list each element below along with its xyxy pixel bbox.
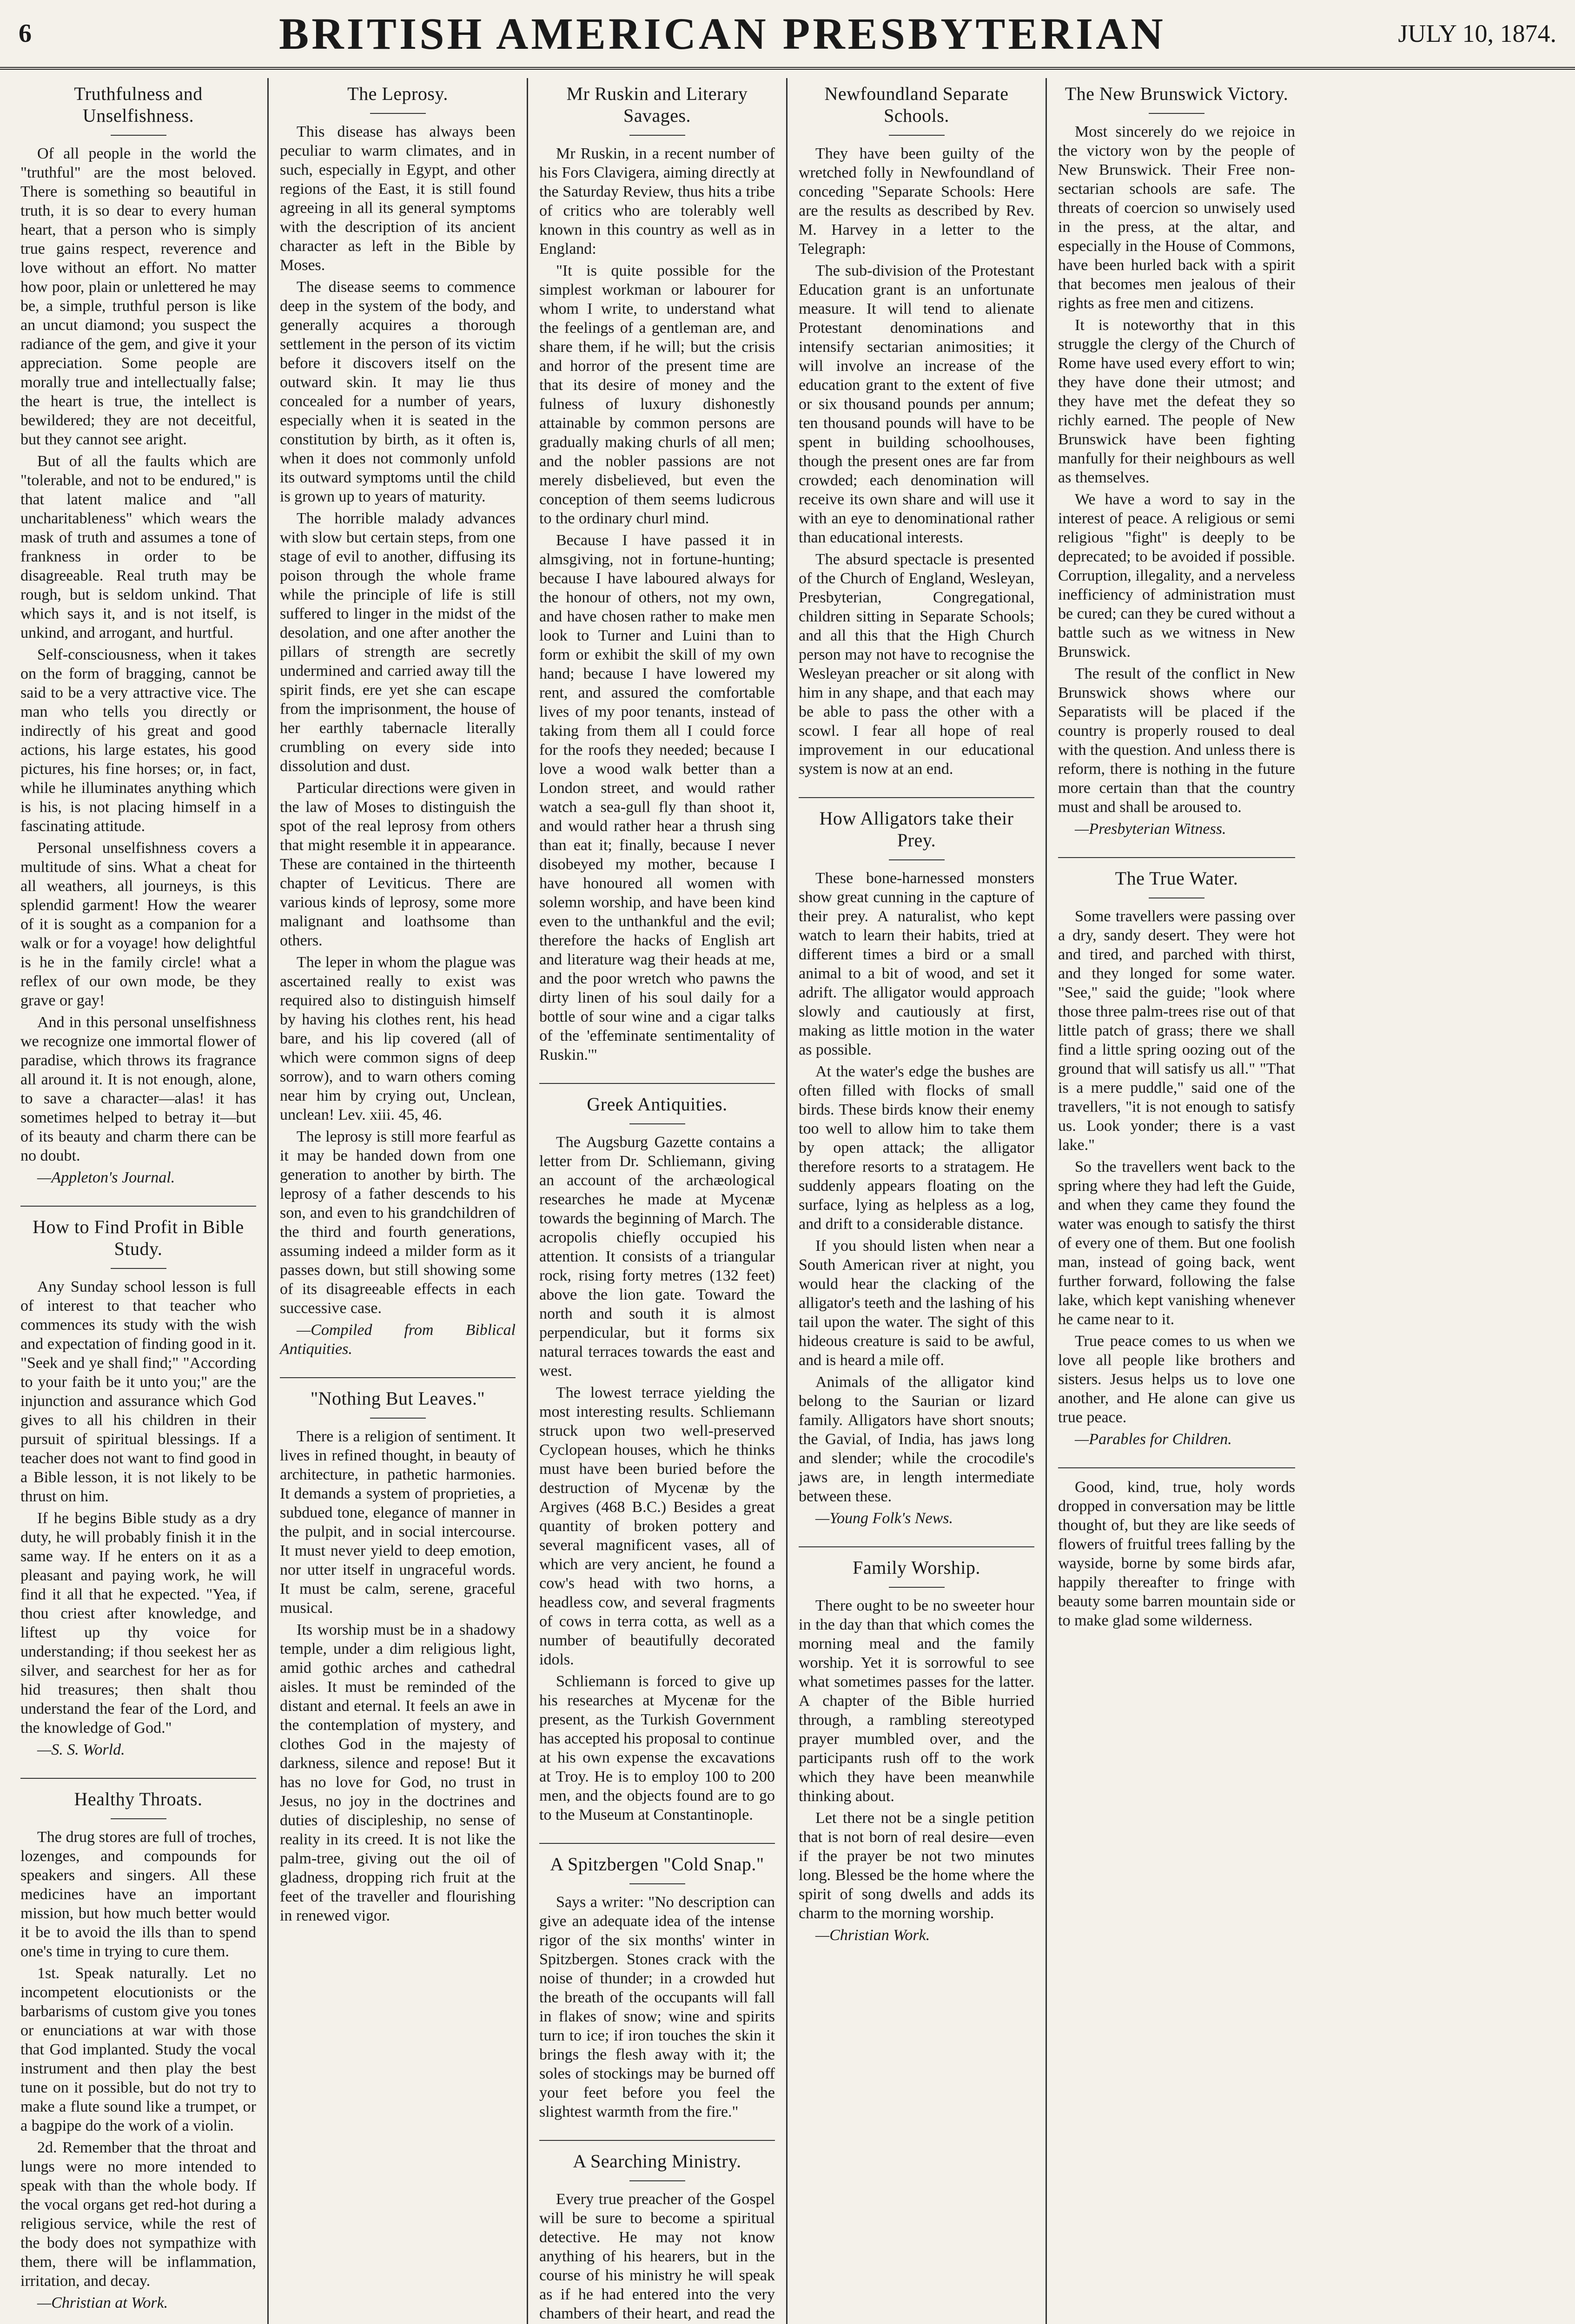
article-paragraph: So the travellers went back to the spring where they had left the Guide, and when they came they found the water was enough to satisfy the thirst of every one of them. But one foolish man, instead of going back, went further forward, following the false lake, which kept vanishing whenever he came near to it. xyxy=(1058,1158,1295,1328)
article-heading: Greek Antiquities. xyxy=(587,1094,728,1115)
article-paragraph: We have a word to say in the interest of peace. A religious or semi religious "fight" is deeply to be deprecated; to be avoided if possible. Corruption, illegality, and a nerveless inefficiency of administration must be cured; can they be cured without a battle such as we witness in New Brunswick. xyxy=(1058,491,1295,660)
column-2 xyxy=(269,78,528,2324)
article-paragraph: Of all people in the world the "truthful" are the most beloved. There is something so beautiful in truth, it is so dear to every human heart, that a person who is simply true gains respect, reverence and love without an effort. No matter how poor, plain or unlettered he may be, a simple, truthful person is like an uncut diamond; you suspect the radiance of the gem, and give it your appreciation. Some people are morally true and intellectually false; the heart is true, the intellect is bewildered; they are not deceitful, but they cannot see aright. xyxy=(20,145,256,448)
article-heading: Truthfulness and Unselfishness. xyxy=(74,83,203,126)
article-divider xyxy=(539,2140,775,2141)
article-paragraph: Self-consciousness, when it takes on the form of bragging, cannot be said to be a very attractive vice. The man who tells you directly or indirectly of his great and good actions, his large estates, his good pictures, his fine horses; or, in fact, while he illuminates anything which is his, is not placing himself in a fascinating attitude. xyxy=(20,646,256,835)
article-divider xyxy=(539,1843,775,1844)
article-paragraph: And in this personal unselfishness we recognize one immortal flower of paradise, which throws its fragrance all around it. It is not enough, alone, to save a character—alas! it has sometimes helped to betray it—but of its beauty and charm there can be no doubt. xyxy=(20,1014,256,1164)
article-paragraph: Its worship must be in a shadowy temple, under a dim religious light, amid gothic arches and cathedral aisles. It must be reminded of the distant and eternal. It feels an awe in the contemplation of mystery, and clothes God in the majesty of darkness, silence and repose! But it has no love for God, no trust in Jesus, no joy in the doctrines and duties of discipleship, no sense of reality in its creed. It is not like the palm-tree, giving out the oil of gladness, dropping rich fruit at the feet of the traveller and flourishing in renewed vigor. xyxy=(280,1621,516,1924)
article-source-credit: —S. S. World. xyxy=(37,1741,125,1758)
article xyxy=(799,83,1034,779)
article-divider xyxy=(20,1206,256,1207)
heading-rule xyxy=(111,135,166,136)
article-heading: The Leprosy. xyxy=(347,83,448,104)
article-paragraph: The Augsburg Gazette contains a letter from Dr. Schliemann, giving an account of the archæological researches he made at Mycenæ towards the beginning of March. The acropolis chiefly occupied his attention. It consists of a triangular rock, rising forty metres (132 feet) above the lion gate. Toward the north and south it is almost perpendicular, but it forms six natural terraces towards the east and west. xyxy=(539,1134,775,1380)
article-paragraph: Personal unselfishness covers a multitude of sins. What a cheat for all weathers, all journeys, is this splendid garment! How the wearer of it is sought as a companion for a walk or for a voyage! how delightful is he in the family circle! what a reflex of our own mode, be they grave or gay! xyxy=(20,839,256,1009)
article-divider xyxy=(799,797,1034,798)
article xyxy=(280,1387,516,1925)
heading-rule xyxy=(111,1818,166,1819)
article-heading: Family Worship. xyxy=(853,1557,980,1578)
heading-rule xyxy=(629,1123,685,1124)
article-paragraph: Says a writer: "No description can give an adequate idea of the intense rigor of the six months' winter in Spitzbergen. Stones crack with the noise of thunder; in a crowded hut the breath of the occupants will fall in flakes of snow; wine and spirits turn to ice; if iron touches the skin it brings the flesh away with it; the soles of stockings may be burned off your feet before you feel the slightest warmth from the fire." xyxy=(539,1894,775,2120)
heading-rule xyxy=(111,1268,166,1269)
article-heading: How Alligators take their Prey. xyxy=(819,808,1014,851)
article-heading: The New Brunswick Victory. xyxy=(1065,83,1289,104)
article-paragraph: Most sincerely do we rejoice in the victory won by the people of New Brunswick. Their Free non-sectarian schools are safe. The threats of coercion so unwisely used in the press, at the altar, and especially in the House of Commons, have been hurled back with a spirit that becomes men jealous of their rights as free men and citizens. xyxy=(1058,123,1295,312)
masthead xyxy=(0,0,1575,70)
article-paragraph: Good, kind, true, holy words dropped in conversation may be little thought of, but they are like seeds of flowers of fruitful trees falling by the wayside, borne by some birds afar, happily thereafter to fringe with beauty some barren mountain side or to make glad some wilderness. xyxy=(1058,1479,1295,1629)
article-source-credit: —Christian at Work. xyxy=(37,2294,168,2311)
heading-rule xyxy=(629,1883,685,1884)
article-paragraph: There ought to be no sweeter hour in the day than that which comes the morning meal and the family worship. Yet it is sorrowful to see what sometimes passes for the latter. A chapter of the Bible hurried through, a rambling stereotyped prayer mumbled over, and the participants rush off to the work which they have been meanwhile thinking about. xyxy=(799,1597,1034,1805)
article xyxy=(799,1557,1034,1945)
article-divider xyxy=(280,1377,516,1378)
article-paragraph: The leprosy is still more fearful as it may be handed down from one generation to another by birth. The leprosy of a father descends to his son, and even to his grandchildren of the third and fourth generations, assuming indeed a milder form as it passes down, but still showing some of its disagreeable effects in each successive case. xyxy=(280,1128,516,1317)
heading-rule xyxy=(629,135,685,136)
article-paragraph: At the water's edge the bushes are often filled with flocks of small birds. These birds know their enemy too well to allow him to take them by open attack; the alligator therefore resorts to a stratagem. He suddenly appears floating on the surface, lying as helpless as a log, and drift to a considerable distance. xyxy=(799,1063,1034,1233)
article-paragraph: The lowest terrace yielding the most interesting results. Schliemann struck upon two well-preserved Cyclopean houses, which he thinks must have been buried before the destruction of Mycenæ by the Argives (468 B.C.) Besides a great quantity of broken pottery and several magnificent vases, all of which are very ancient, he found a cow's head with two horns, a headless cow, and several fragments of cows in terra cotta, as well as a number of beautifully decorated idols. xyxy=(539,1384,775,1668)
article-source-credit: —Appleton's Journal. xyxy=(37,1169,175,1186)
article-paragraph: 2d. Remember that the throat and lungs were no more intended to speak with than the whole body. If the vocal organs get red-hot during a religious service, while the rest of the body does not sympathize with them, there will be inflammation, irritation, and decay. xyxy=(20,2139,256,2290)
page-number: 6 xyxy=(19,19,32,48)
article-paragraph: True peace comes to us when we love all people like brothers and sisters. Jesus helps us to love one another, and He alone can give us true peace. xyxy=(1058,1333,1295,1426)
article xyxy=(1058,867,1295,1449)
article xyxy=(539,1853,775,2121)
article xyxy=(20,1216,256,1759)
article xyxy=(539,1093,775,1824)
article-heading: "Nothing But Leaves." xyxy=(310,1388,485,1409)
article-divider xyxy=(1058,1467,1295,1468)
article xyxy=(1058,83,1295,838)
article-paragraph: Every true preacher of the Gospel will be sure to become a spiritual detective. He may not know anything of his hearers, but in the course of his ministry he will speak as if he had entered into the very chambers of their heart, and read the xyxy=(539,2191,775,2322)
article-paragraph: The absurd spectacle is presented of the Church of England, Wesleyan, Presbyterian, Congregational, children sitting in Separate Schools; and all this that the High Church person may not have to recognise the Wesleyan preacher or sit along with him in any shape, and that each may be able to pass the other with a scowl. I fear all hope of real improvement in our educational system is now at an end. xyxy=(799,551,1034,778)
article-paragraph: They have been guilty of the wretched folly in Newfoundland of conceding "Separate Schools: Here are the results as described by Rev. M. Harvey in a letter to the Telegraph: xyxy=(799,145,1034,257)
article-paragraph: But of all the faults which are "tolerable, and not to be endured," is that latent malice and "all uncharitableness" which wears the mask of truth and assumes a tone of frankness in order to be disagreeable. Real truth may be rough, but is seldom unkind. That which says it, and is not itself, is unkind, and arrogant, and hurtful. xyxy=(20,453,256,641)
article-paragraph: "It is quite possible for the simplest workman or labourer for whom I write, to understand what the feelings of a gentleman are, and share them, if he will; but the crisis and horror of the present time are that its desire of money and the fulness of luxury dishonestly attainable by common persons are gradually making churls of all men; and the nobler passions are not merely disbelieved, but even the conception of them seems ludicrous to the ordinary churl mind. xyxy=(539,262,775,527)
article-heading: The True Water. xyxy=(1115,868,1238,889)
article-paragraph: Schliemann is forced to give up his researches at Mycenæ for the present, as the Turkish Government has accepted his proposal to continue at his own expense the excavations at Troy. He is to employ 100 to 200 men, and the objects found are to go to the Museum at Constantinople. xyxy=(539,1673,775,1823)
article-source-credit: —Compiled from Biblical Antiquities. xyxy=(280,1321,516,1358)
newspaper-columns xyxy=(9,78,1566,2324)
heading-rule xyxy=(1149,113,1204,114)
heading-rule xyxy=(889,859,945,860)
article-divider xyxy=(539,1083,775,1084)
article-heading: Healthy Throats. xyxy=(74,1789,203,1809)
article-paragraph: Particular directions were given in the law of Moses to distinguish the spot of the real leprosy from others that might resemble it in appearance. These are contained in the thirteenth chapter of Leviticus. There are various kinds of leprosy, some more malignant and loathsome than others. xyxy=(280,779,516,949)
article-source-credit: —Presbyterian Witness. xyxy=(1075,820,1226,838)
column-5 xyxy=(1047,78,1306,2324)
article-divider xyxy=(1058,857,1295,858)
article-paragraph: Some travellers were passing over a dry, sandy desert. They were hot and tired, and parched with thirst, and they longed for some water. "See," said the guide; "look where those three palm-trees rise out of that little patch of grass; there we shall find a little spring oozing out of the ground that will satisfy us all." "That is a mere puddle," said one of the travellers, "it is not enough to satisfy us. Look yonder; there is a vast lake." xyxy=(1058,908,1295,1154)
article-paragraph: The disease seems to commence deep in the system of the body, and generally acquires a thorough settlement in the person of its victim before it discovers itself on the outward skin. It may lie thus concealed for a number of years, especially when it is seated in the constitution by birth, as it often is, when it does not commonly unfold its outward symptoms until the child is grown up to years of maturity. xyxy=(280,278,516,505)
article-paragraph: The result of the conflict in New Brunswick shows where our Separatists will be placed if the country is properly roused to deal with the question. And unless there is reform, there is nothing in the future more certain than that the country must and shall be aroused to. xyxy=(1058,665,1295,816)
article-paragraph: Animals of the alligator kind belong to the Saurian or lizard family. Alligators have short snouts; the Gavial, of India, has jaws long and slender; while the crocodile's jaws are, in length intermediate between these. xyxy=(799,1373,1034,1505)
article-paragraph: The horrible malady advances with slow but certain steps, from one stage of evil to another, diffusing its poison through the whole frame while the principle of life is still suffered to linger in the midst of the desolation, and one after another the pillars of strength are secretly undermined and carried away till the spirit finds, ere yet she can escape from the imprisonment, the house of her earthly tabernacle literally crumbling on every side into dissolution and dust. xyxy=(280,510,516,775)
article-paragraph: There is a religion of sentiment. It lives in refined thought, in beauty of architecture, in pathetic harmonies. It demands a system of proprieties, a subdued tone, elegance of manner in the pulpit, and in social intercourse. It must never yield to deep emotion, nor utter itself in ungraceful words. It must be calm, serene, graceful musical. xyxy=(280,1428,516,1617)
article-source-credit: —Parables for Children. xyxy=(1075,1431,1232,1448)
article-paragraph: It is noteworthy that in this struggle the clergy of the Church of Rome have used every effort to win; they have done their utmost; and they have met the defeat they so richly earned. The people of New Brunswick have been fighting manfully for their neighbours as well as themselves. xyxy=(1058,317,1295,486)
article-paragraph: The sub-division of the Protestant Education grant is an unfortunate measure. It will tend to alienate Protestant denominations and intensify sectarian animosities; it will involve an increase of the education grant to the extent of five or six thousand pounds per annum; ten thousand pounds will have to be spent in building schoolhouses, though the present ones are far from crowded; each denomination will receive its own share and will use it with an eye to denominational rather than educational interests. xyxy=(799,262,1034,546)
article xyxy=(20,1788,256,2312)
article-divider xyxy=(799,1546,1034,1547)
article-paragraph: If you should listen when near a South American river at night, you would hear the clacking of the alligator's teeth and the lashing of his tail upon the water. The sight of this hideous creature is said to be awful, and is heard a mile off. xyxy=(799,1237,1034,1369)
article-heading: A Spitzbergen "Cold Snap." xyxy=(550,1854,764,1875)
article-paragraph: The leper in whom the plague was ascertained really to exist was required also to distinguish himself by having his clothes rent, his head bare, and his lip covered (all of which were common signs of deep sorrow), and to warn others coming near him by crying out, Unclean, unclean! Lev. xiii. 45, 46. xyxy=(280,954,516,1123)
heading-rule xyxy=(370,1418,426,1419)
column-3 xyxy=(528,78,788,2324)
article-paragraph: If he begins Bible study as a dry duty, he will probably finish it in the same way. If he enters on it as a pleasant and paying work, he will find it all that he expected. "Yea, if thou criest after knowledge, and liftest up thy voice for understanding; if thou seekest her as silver, and searchest for her as for hid treasures; then shalt thou understand the fear of the Lord, and the knowledge of God." xyxy=(20,1510,256,1736)
article-divider xyxy=(20,1778,256,1779)
issue-date: JULY 10, 1874. xyxy=(1398,20,1556,47)
column-1 xyxy=(9,78,269,2324)
article-paragraph: These bone-harnessed monsters show great cunning in the capture of their prey. A naturalist, who kept watch to learn their habits, tried at different times a bird or a small animal to a bit of wood, and set it adrift. The alligator would approach slowly and cautiously at first, making as little motion in the water as possible. xyxy=(799,870,1034,1058)
column-4 xyxy=(788,78,1047,2324)
article-paragraph: Mr Ruskin, in a recent number of his Fors Clavigera, aiming directly at the Saturday Review, thus hits a tribe of critics who are tolerably well known in this country as well as in England: xyxy=(539,145,775,257)
article-source-credit: —Christian Work. xyxy=(815,1927,930,1944)
article-paragraph: 1st. Speak naturally. Let no incompetent elocutionists or the barbarisms of custom give you tones or enunciations at war with those that God implanted. Study the vocal instrument and then play the best tune on it possible, but do not try to make a flute sound like a trumpet, or a bagpipe do the work of a violin. xyxy=(20,1965,256,2134)
article xyxy=(20,83,256,1187)
heading-rule xyxy=(889,1587,945,1588)
heading-rule xyxy=(889,135,945,136)
article-paragraph: Any Sunday school lesson is full of interest to that teacher who commences its study with the wish and expectation of finding good in it. "Seek and ye shall find;" "According to your faith be it unto you;" are the injunction and assurance which God gives to all his children in their pursuit of spiritual blessings. If a teacher does not want to find good in a Bible lesson, it is not likely to be thrust on him. xyxy=(20,1278,256,1505)
article xyxy=(280,83,516,1359)
article-source-credit: —Young Folk's News. xyxy=(815,1510,953,1527)
heading-rule xyxy=(370,113,426,114)
article xyxy=(799,807,1034,1528)
article-paragraph: This disease has always been peculiar to warm climates, and in such, especially in Egypt, and other regions of the East, it is still found agreeing in all its general symptoms with the description of its ancient character as left in the Bible by Moses. xyxy=(280,123,516,274)
article-heading: Mr Ruskin and Literary Savages. xyxy=(566,83,748,126)
article-heading: Newfoundland Separate Schools. xyxy=(824,83,1009,126)
article-heading: A Searching Ministry. xyxy=(573,2151,741,2172)
article xyxy=(539,83,775,1064)
heading-rule xyxy=(629,2180,685,2181)
article-heading: How to Find Profit in Bible Study. xyxy=(33,1216,244,1259)
article-paragraph: Because I have passed it in almsgiving, not in fortune-hunting; because I have laboured always for the honour of others, not my own, and have chosen rather to make men look to Turner and Luini than to form or exhibit the skill of my own hand; because I have lowered my rent, and assured the comfortable lives of my poor tenants, instead of taking from them all I could force for the roofs they needed; because I love a wood walk better than a London street, and would rather watch a sea-gull fly than shoot it, and would rather hear a thrush sing than eat it; finally, because I never disobeyed my mother, because I have honoured all women with solemn worship, and have been kind even to the unthankful and the evil; therefore the hacks of English art and literature wag their heads at me, and the poor wretch who pawns the dirty linen of his soul daily for a bottle of sour wine and a cigar talks of the 'effeminate sentimentality of Ruskin.'" xyxy=(539,532,775,1063)
article xyxy=(539,2150,775,2324)
newspaper-title: BRITISH AMERICAN PRESBYTERIAN xyxy=(279,8,1166,59)
article xyxy=(1058,1478,1295,1630)
article-paragraph: Let there not be a single petition that is not born of real desire—even if the prayer be not two minutes long. Blessed be the home where the spirit of song dwells and adds its charm to the morning worship. xyxy=(799,1809,1034,1922)
article-paragraph: The drug stores are full of troches, lozenges, and compounds for speakers and singers. All these medicines have an important mission, but how much better would it be to avoid the ills than to spend one's time in trying to cure them. xyxy=(20,1829,256,1960)
